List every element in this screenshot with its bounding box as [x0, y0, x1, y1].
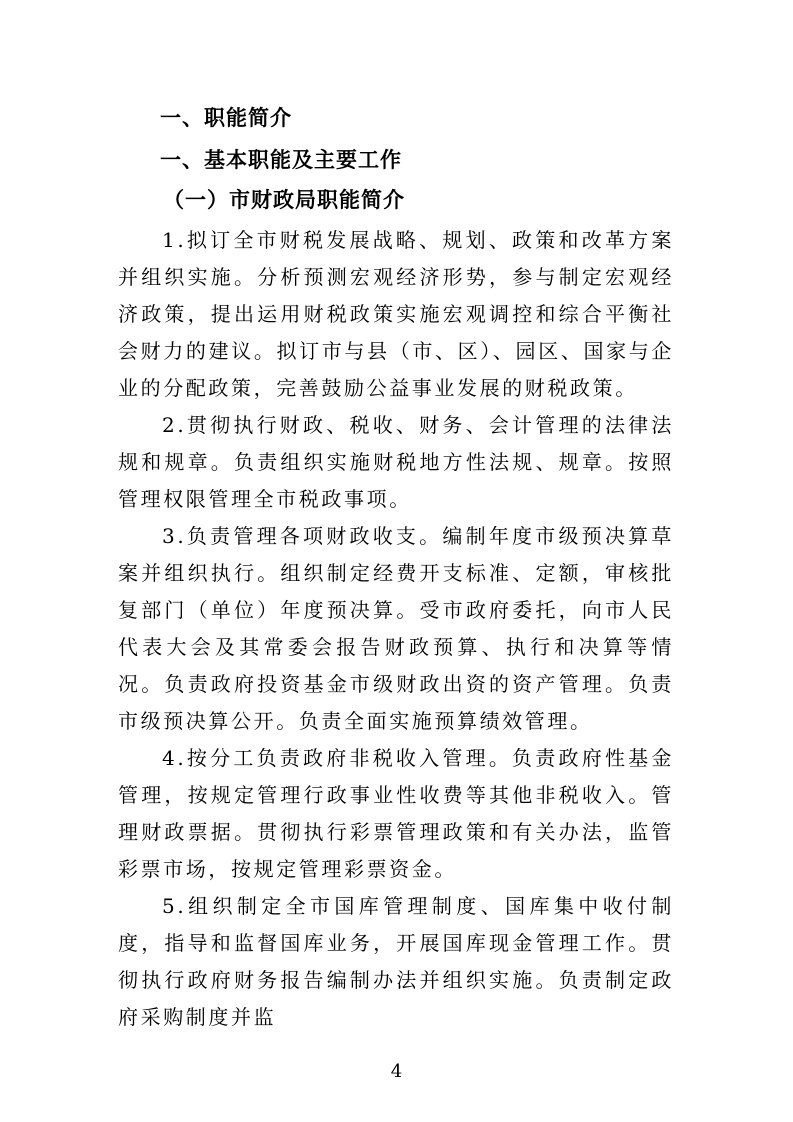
body-text — [118, 222, 674, 1036]
page-number: 4 — [390, 1061, 403, 1082]
subsection-heading: 一、基本职能及主要工作 — [160, 148, 402, 172]
paragraph-5: 5.组织制定全市国库管理制度、国库集中收付制度，指导和监督国库业务，开展国库现金管理工作。贯彻执行政府财务报告编制办法并组织实施。负责制定政府采购制度并监 — [118, 894, 674, 1029]
section-heading: 一、职能简介 — [160, 106, 292, 130]
paragraph-1: 1.拟订全市财税发展战略、规划、政策和改革方案并组织实施。分析预测宏观经济形势，参与制定宏观经济政策，提出运用财税政策实施宏观调控和综合平衡社会财力的建议。拟订市与县（市、区）、园区、国家与企业的分配政策，完善鼓励公益事业发展的财税政策。 — [118, 228, 674, 400]
paragraph-4: 4.按分工负责政府非税收入管理。负责政府性基金管理，按规定管理行政事业性收费等其他非税收入。管理财政票据。贯彻执行彩票管理政策和有关办法，监管彩票市场，按规定管理彩票资金。 — [118, 746, 674, 881]
subsubsection-heading: （一）市财政局职能简介 — [163, 188, 405, 212]
paragraph-3: 3.负责管理各项财政收支。编制年度市级预决算草案并组织执行。组织制定经费开支标准、定额，审核批复部门（单位）年度预决算。受市政府委托，向市人民代表大会及其常委会报告财政预算、执行和决算等情况。负责政府投资基金市级财政出资的资产管理。负责市级预决算公开。负责全面实施预算绩效管理。 — [118, 524, 674, 733]
paragraph-2: 2.贯彻执行财政、税收、财务、会计管理的法律法规和规章。负责组织实施财税地方性法规、规章。按照管理权限管理全市税政事项。 — [118, 413, 674, 511]
